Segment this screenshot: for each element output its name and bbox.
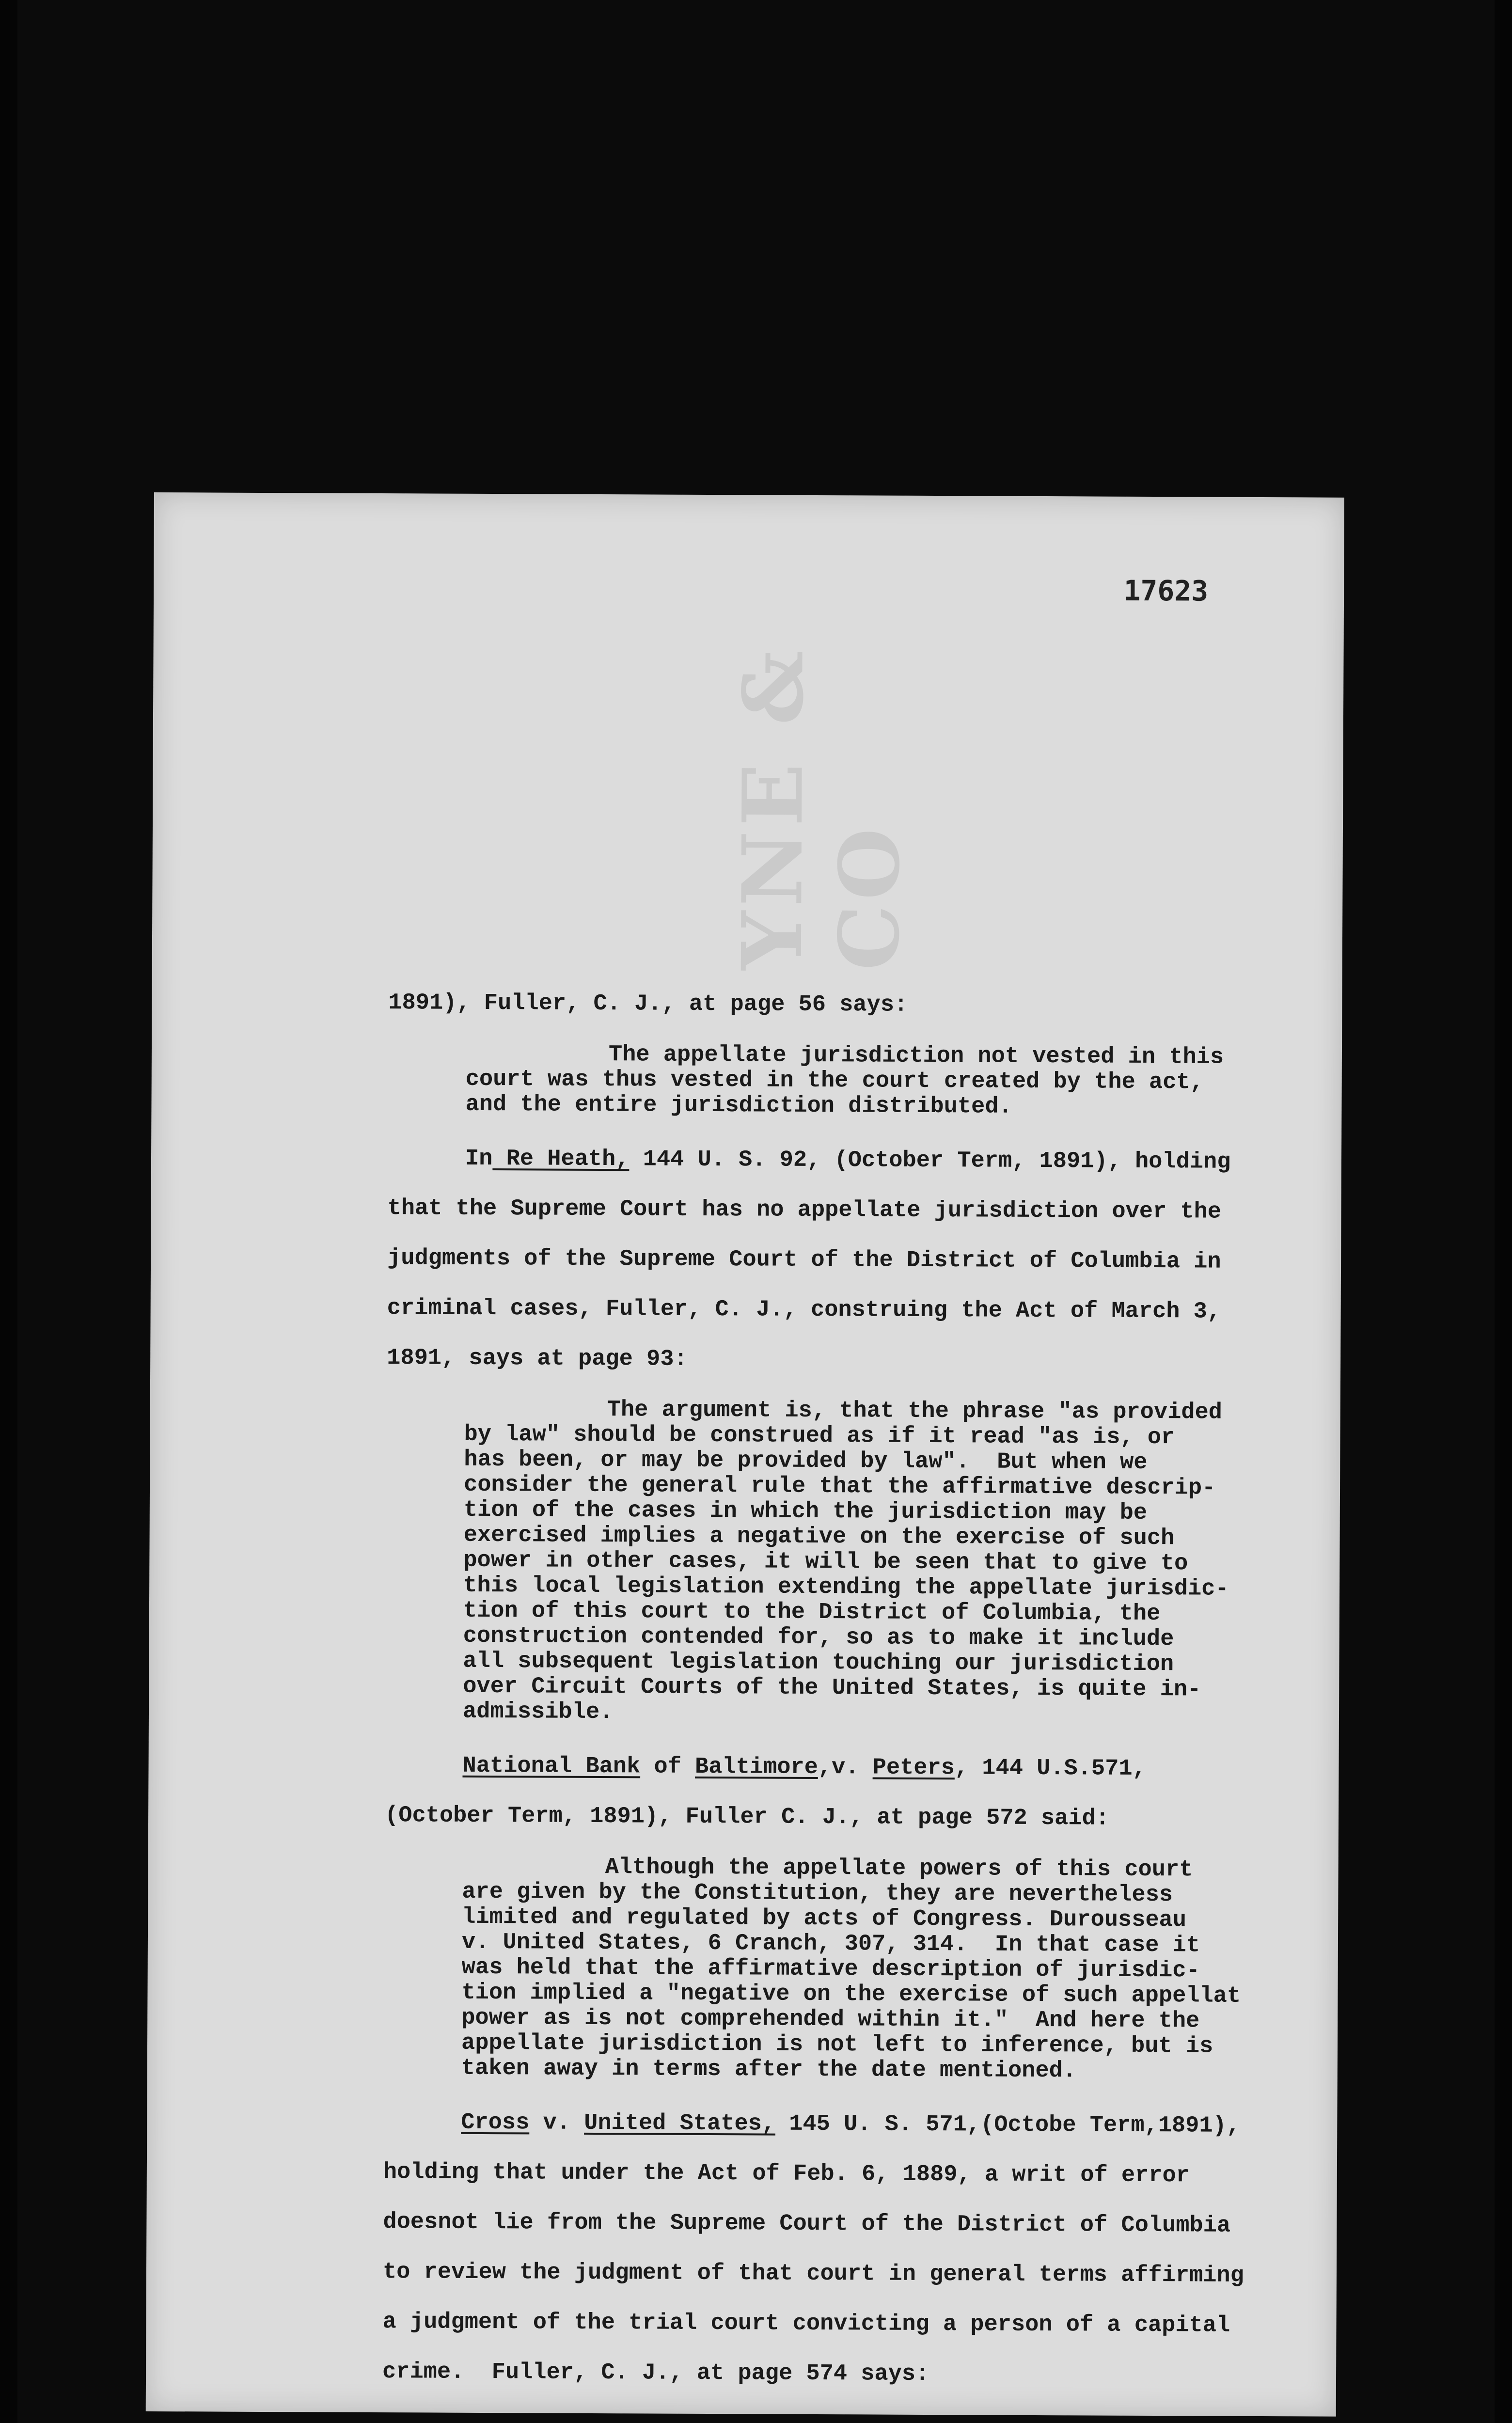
- text-segment: of: [640, 1754, 695, 1780]
- film-edge-right: [1495, 0, 1512, 2423]
- quote-line: tion implied a "negative on the exercise of such appellat: [461, 1980, 1241, 2009]
- document-page: [146, 492, 1344, 2417]
- quote-line: court was thus vested in the court created by the act,: [465, 1066, 1204, 1096]
- text-segment: 145 U. S. 571,(Octobe Term,1891),: [775, 2111, 1241, 2139]
- quote-line: by law" should be construed as if it read "as is, or: [464, 1421, 1175, 1451]
- text-line: (October Term, 1891), Fuller C. J., at page 572 said:: [384, 1803, 1110, 1832]
- quote-line: The argument is, that the phrase "as provided: [607, 1397, 1223, 1426]
- quote-line: admissible.: [462, 1699, 614, 1726]
- quote-line: tion of this court to the District of Columbia, the: [463, 1598, 1161, 1627]
- paragraph-cross-line: [461, 2098, 1304, 2152]
- quote-line: v. United States, 6 Cranch, 307, 314. In that case it: [461, 1929, 1200, 1959]
- text-segment: In: [465, 1146, 493, 1172]
- typed-text: [382, 978, 1309, 2401]
- quote-line: power as is not comprehended within it." And here the: [461, 2005, 1200, 2034]
- text-segment: 144 U. S. 92, (October Term, 1891), holding: [629, 1147, 1231, 1175]
- quote-line: and the entire jurisdiction distributed.: [465, 1091, 1012, 1120]
- text-line: to review the judgment of that court in general terms affirming: [382, 2259, 1244, 2289]
- text-line: a judgment of the trial court convicting a person of a capital: [382, 2309, 1230, 2339]
- quote-line: this local legislation extending the appellate jurisdic-: [463, 1573, 1229, 1602]
- text-segment: , 144 U.S.571,: [954, 1755, 1146, 1782]
- text-line: that the Supreme Court has no appellate jurisdiction over the: [387, 1196, 1222, 1225]
- quote-line: power in other cases, it will be seen that to give to: [463, 1547, 1188, 1577]
- film-edge-left: [0, 0, 17, 2423]
- case-name-national-bank: National Bank: [462, 1753, 641, 1780]
- text-segment: v.: [529, 2110, 584, 2136]
- text-segment: ,v.: [818, 1755, 873, 1781]
- paragraph-national-bank-line: [462, 1741, 1306, 1795]
- paragraph-re-heath-line: [465, 1134, 1308, 1188]
- page-number: 17623: [1123, 574, 1209, 608]
- quote-line: are given by the Constitution, they are nevertheless: [462, 1879, 1173, 1908]
- case-name-re-heath: Re Heath,: [492, 1146, 630, 1173]
- text-line: criminal cases, Fuller, C. J., construing the Act of March 3,: [387, 1295, 1221, 1325]
- text-line: holding that under the Act of Feb. 6, 1889, a writ of error: [383, 2159, 1190, 2189]
- quote-line: appellate jurisdiction is not left to inference, but is: [461, 2030, 1213, 2060]
- quote-line: construction contended for, so as to make it include: [463, 1623, 1174, 1652]
- quote-line: Although the appellate powers of this court: [605, 1855, 1193, 1883]
- quote-line: tion of the cases in which the jurisdiction may be: [463, 1497, 1148, 1526]
- quote-block-1: [388, 1041, 1309, 1121]
- quote-line: has been, or may be provided by law". But when we: [464, 1447, 1148, 1476]
- quote-block-2: [385, 1397, 1307, 1728]
- text-line: 1891, says at page 93:: [387, 1345, 688, 1372]
- quote-line: taken away in terms after the date mentioned.: [461, 2055, 1077, 2084]
- quote-line: over Circuit Courts of the United States, is quite in-: [463, 1673, 1201, 1703]
- quote-line: exercised implies a negative on the exercise of such: [463, 1522, 1175, 1552]
- text-line: 1891), Fuller, C. J., at page 56 says:: [388, 990, 908, 1018]
- quote-line: consider the general rule that the affirmative descrip-: [463, 1472, 1216, 1501]
- text-line: crime. Fuller, C. J., at page 574 says:: [382, 2359, 929, 2388]
- quote-line: all subsequent legislation touching our jurisdiction: [463, 1648, 1174, 1678]
- text-line: judgments of the Supreme Court of the District of Columbia in: [387, 1245, 1221, 1275]
- case-name-cross: Cross: [461, 2109, 530, 2136]
- stamp-watermark: YNE & CO: [724, 645, 919, 971]
- quote-block-3: [384, 1854, 1306, 2085]
- quote-line: limited and regulated by acts of Congress. Durousseau: [462, 1904, 1187, 1934]
- case-name-peters: Peters: [872, 1755, 955, 1781]
- quote-line: The appellate jurisdiction not vested in this: [608, 1042, 1224, 1070]
- quote-line: was held that the affirmative description of jurisdic-: [461, 1954, 1200, 1984]
- text-line: doesnot lie from the Supreme Court of the District of Columbia: [383, 2209, 1231, 2239]
- case-name-united-states: United States,: [584, 2110, 776, 2137]
- case-name-baltimore: Baltimore: [694, 1754, 818, 1781]
